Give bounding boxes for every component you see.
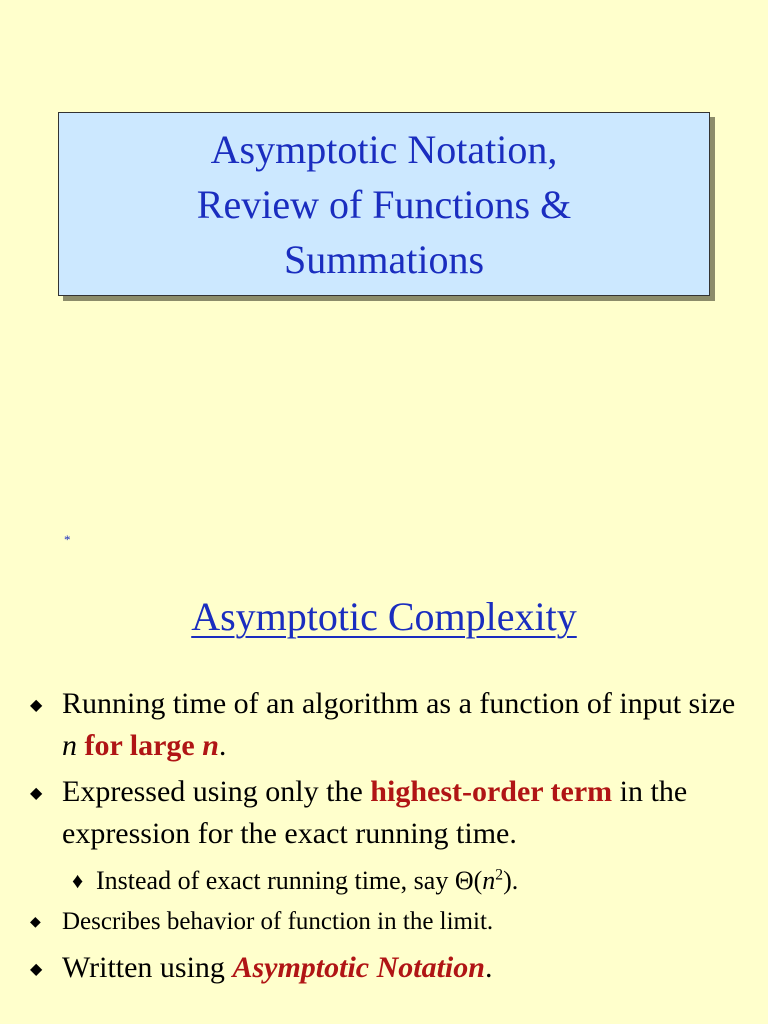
bullet-variable: n xyxy=(62,729,77,762)
title-line-3: Summations xyxy=(283,236,485,282)
sub-bullet-item xyxy=(72,862,752,900)
sub-bullet-exponent: 2 xyxy=(495,866,504,884)
bullet-emphasis: Asymptotic Notation xyxy=(232,951,485,984)
bullet-emphasis: highest-order term xyxy=(370,775,613,808)
bullet-diamond-icon: ◆ xyxy=(30,961,43,978)
slide-heading: Asymptotic Complexity xyxy=(191,594,577,639)
bullet-text-part: Written using xyxy=(62,951,233,984)
bullet-item xyxy=(30,947,750,989)
bullet-item xyxy=(30,906,750,938)
bullet-text: Describes behavior of function in the limit. xyxy=(62,908,494,935)
sub-bullet-end: ). xyxy=(503,866,519,895)
bullet-diamond-icon: ◆ xyxy=(30,915,41,930)
sub-bullet-text-part: Instead of exact running time, say Θ( xyxy=(96,866,483,895)
bullet-diamond-icon: ◆ xyxy=(30,697,43,714)
bullet-text xyxy=(62,683,750,767)
sub-bullet-text xyxy=(96,862,518,900)
title-line-2: Review of Functions & xyxy=(196,181,572,227)
title-box xyxy=(58,112,710,296)
bullet-text-part: in the expression for the exact running time. xyxy=(62,775,688,850)
bullet-text-part: Running time of an algorithm as a function of input size xyxy=(62,687,736,720)
bullet-emphasis-variable: n xyxy=(202,729,219,762)
title-line-1: Asymptotic Notation, xyxy=(210,126,558,172)
bullet-emphasis: for large xyxy=(77,729,203,762)
slide-marker: * xyxy=(64,532,71,547)
bullet-diamond-icon: ◆ xyxy=(30,785,43,802)
bullet-item xyxy=(30,771,750,855)
sub-bullet-diamond-icon: ♦ xyxy=(72,868,84,893)
bullet-text xyxy=(62,947,750,989)
bullet-item xyxy=(30,683,750,767)
bullet-text xyxy=(62,771,750,855)
bullet-end: . xyxy=(218,729,227,762)
bullet-end: . xyxy=(484,951,493,984)
bullet-text-part: Expressed using only the xyxy=(62,775,371,808)
sub-bullet-variable: n xyxy=(482,866,496,895)
